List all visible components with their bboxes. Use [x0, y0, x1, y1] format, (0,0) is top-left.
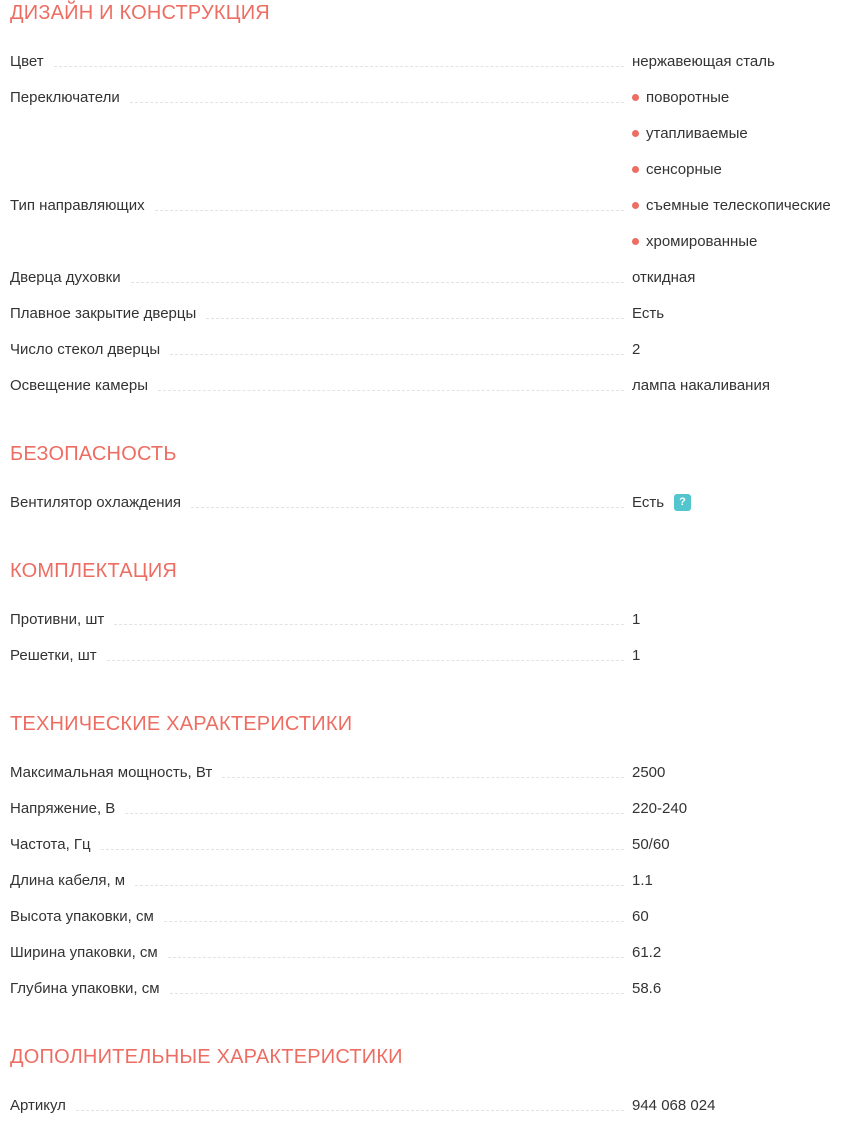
spec-row: [10, 223, 849, 259]
dotted-leader: [191, 507, 624, 508]
section-title: ТЕХНИЧЕСКИЕ ХАРАКТЕРИСТИКИ: [10, 713, 353, 735]
section-title: ДОПОЛНИТЕЛЬНЫЕ ХАРАКТЕРИСТИКИ: [10, 1046, 403, 1068]
spec-value-cell: [632, 197, 849, 214]
spec-row: [10, 934, 849, 970]
spec-section: [10, 2, 849, 403]
spec-row: [10, 898, 849, 934]
spec-value-cell: [632, 161, 849, 178]
spec-value: 944 068 024: [632, 1096, 716, 1114]
help-icon[interactable]: ?: [674, 494, 691, 511]
spec-value: Есть: [632, 304, 665, 322]
dotted-leader: [76, 1110, 624, 1111]
spec-value: 1.1: [632, 871, 653, 889]
spec-section: [10, 1046, 849, 1123]
spec-row-left: [10, 269, 632, 286]
spec-row-left: [10, 908, 632, 925]
spec-label: Цвет: [10, 52, 44, 70]
spec-value-cell: [632, 341, 849, 358]
spec-value: поворотные: [646, 88, 730, 106]
bullet-icon: [632, 130, 639, 137]
spec-row: [10, 826, 849, 862]
spec-value-cell: [632, 944, 849, 961]
dotted-leader: [164, 921, 624, 922]
spec-value-cell: [632, 872, 849, 889]
spec-section: [10, 443, 849, 520]
spec-row-left: [10, 305, 632, 322]
spec-label: Ширина упаковки, см: [10, 943, 158, 961]
bullet-icon: [632, 166, 639, 173]
spec-row-left: [10, 494, 632, 511]
spec-row-left: [10, 872, 632, 889]
spec-label: Высота упаковки, см: [10, 907, 154, 925]
dotted-leader: [158, 390, 624, 391]
spec-value-cell: [632, 233, 849, 250]
spec-label: Длина кабеля, м: [10, 871, 126, 889]
bullet-icon: [632, 94, 639, 101]
spec-row: [10, 79, 849, 115]
spec-value-cell: [632, 125, 849, 142]
spec-value: съемные телескопические: [646, 196, 831, 214]
spec-value: Есть: [632, 493, 665, 511]
spec-label: Плавное закрытие дверцы: [10, 304, 197, 322]
dotted-leader: [206, 318, 624, 319]
spec-label: Дверца духовки: [10, 268, 121, 286]
dotted-leader: [135, 885, 624, 886]
spec-value: 2: [632, 340, 641, 358]
dotted-leader: [170, 993, 624, 994]
dotted-leader: [114, 624, 624, 625]
spec-value: 1: [632, 610, 641, 628]
spec-row: [10, 754, 849, 790]
dotted-leader: [125, 813, 624, 814]
spec-value: лампа накаливания: [632, 376, 770, 394]
dotted-leader: [131, 282, 624, 283]
spec-value: 61.2: [632, 943, 662, 961]
spec-value-cell: [632, 611, 849, 628]
spec-row-left: [10, 836, 632, 853]
spec-value: 2500: [632, 763, 666, 781]
spec-value-cell: [632, 269, 849, 286]
spec-value-cell: [632, 305, 849, 322]
spec-label: Переключатели: [10, 88, 120, 106]
dotted-leader: [168, 957, 624, 958]
spec-row-left: [10, 764, 632, 781]
spec-value-cell: [632, 836, 849, 853]
spec-row: [10, 970, 849, 1006]
dotted-leader: [54, 66, 624, 67]
spec-row-left: [10, 53, 632, 70]
bullet-icon: [632, 202, 639, 209]
spec-value-cell: [632, 908, 849, 925]
spec-value: 1: [632, 646, 641, 664]
spec-row: [10, 151, 849, 187]
spec-value-cell: [632, 1097, 849, 1114]
section-title: КОМПЛЕКТАЦИЯ: [10, 560, 178, 582]
dotted-leader: [101, 849, 624, 850]
spec-label: Напряжение, В: [10, 799, 116, 817]
spec-value: сенсорные: [646, 160, 722, 178]
spec-value: 220-240: [632, 799, 688, 817]
spec-row-left: [10, 647, 632, 664]
spec-label: Противни, шт: [10, 610, 105, 628]
spec-value-cell: [632, 89, 849, 106]
spec-value: утапливаемые: [646, 124, 748, 142]
spec-value-cell: [632, 647, 849, 664]
spec-row-left: [10, 800, 632, 817]
spec-value-cell: [632, 53, 849, 70]
spec-row: [10, 115, 849, 151]
spec-label: Решетки, шт: [10, 646, 97, 664]
spec-value: 50/60: [632, 835, 670, 853]
spec-value: хромированные: [646, 232, 758, 250]
spec-value: откидная: [632, 268, 696, 286]
spec-row-left: [10, 341, 632, 358]
bullet-icon: [632, 238, 639, 245]
spec-label: Освещение камеры: [10, 376, 149, 394]
spec-row: [10, 862, 849, 898]
spec-row: [10, 367, 849, 403]
spec-value-cell: [632, 377, 849, 394]
section-title: ДИЗАЙН И КОНСТРУКЦИЯ: [10, 2, 270, 24]
spec-row: [10, 43, 849, 79]
spec-row: [10, 601, 849, 637]
spec-row: [10, 484, 849, 520]
spec-section: [10, 713, 849, 1006]
spec-label: Тип направляющих: [10, 196, 145, 214]
spec-row: [10, 187, 849, 223]
spec-row: [10, 637, 849, 673]
spec-row-left: [10, 980, 632, 997]
spec-value: 60: [632, 907, 649, 925]
spec-row: [10, 790, 849, 826]
spec-row-left: [10, 197, 632, 214]
spec-row: [10, 295, 849, 331]
spec-label: Артикул: [10, 1096, 66, 1114]
spec-row: [10, 259, 849, 295]
spec-row-left: [10, 1097, 632, 1114]
spec-row-left: [10, 377, 632, 394]
spec-value-cell: [632, 980, 849, 997]
spec-label: Максимальная мощность, Вт: [10, 763, 213, 781]
spec-label: Глубина упаковки, см: [10, 979, 160, 997]
spec-value-cell: [632, 494, 849, 511]
spec-label: Частота, Гц: [10, 835, 91, 853]
spec-row-left: [10, 611, 632, 628]
dotted-leader: [222, 777, 624, 778]
spec-value-cell: [632, 764, 849, 781]
dotted-leader: [107, 660, 624, 661]
spec-row-left: [10, 944, 632, 961]
spec-section: [10, 560, 849, 673]
spec-row-left: [10, 89, 632, 106]
dotted-leader: [130, 102, 624, 103]
spec-row: [10, 1087, 849, 1123]
spec-value: 58.6: [632, 979, 662, 997]
dotted-leader: [155, 210, 624, 211]
spec-label: Число стекол дверцы: [10, 340, 161, 358]
spec-label: Вентилятор охлаждения: [10, 493, 181, 511]
dotted-leader: [170, 354, 624, 355]
section-title: БЕЗОПАСНОСТЬ: [10, 443, 177, 465]
spec-value: нержавеющая сталь: [632, 52, 775, 70]
spec-value-cell: [632, 800, 849, 817]
spec-row: [10, 331, 849, 367]
